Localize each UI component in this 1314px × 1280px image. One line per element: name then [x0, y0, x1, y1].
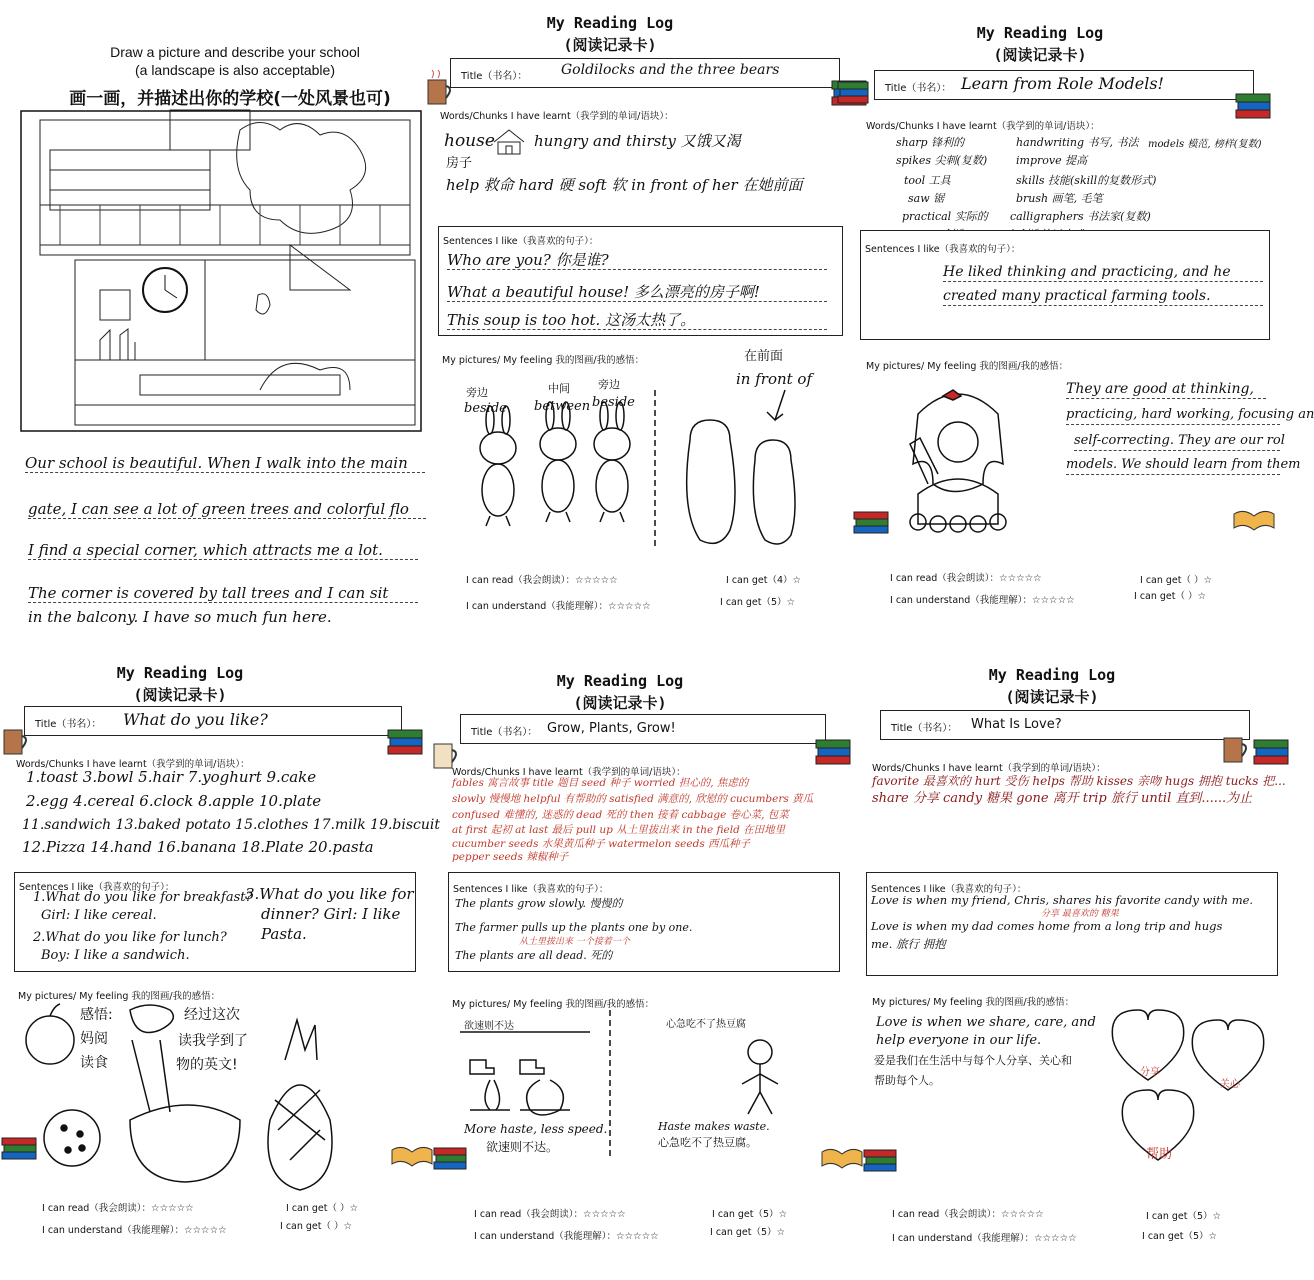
- label-infront: in front of: [736, 370, 813, 388]
- books-icon-right: [1234, 88, 1274, 120]
- haste-sketch: [460, 1030, 800, 1120]
- label-between: between: [534, 399, 591, 414]
- sentence-7: Pasta.: [261, 925, 307, 943]
- label-beside-1: beside: [464, 401, 507, 416]
- school-line-5: in the balcony. I have so much fun here.: [28, 608, 332, 626]
- panel-school-drawing: [0, 0, 430, 640]
- heart-label-help: 帮助: [1146, 1147, 1173, 1162]
- books-icon-bottom: [0, 1134, 40, 1164]
- log-title-en: My Reading Log: [976, 24, 1104, 42]
- sentence-3: 2.What do you like for lunch?: [33, 930, 227, 945]
- books-icon: [386, 724, 426, 756]
- word-row-1: 1.toast 3.bowl 5.hair 7.yoghurt 9.cake: [26, 768, 317, 786]
- sentences-box: [860, 230, 1270, 340]
- word-line-1: house: [444, 131, 495, 151]
- understand-rating: I can understand（我能理解）：☆☆☆☆☆: [890, 595, 1075, 606]
- get-read: I can get（ ）☆: [286, 1203, 359, 1214]
- panel-what-is-love: [850, 640, 1286, 1280]
- pictures-label: My pictures/ My feeling 我的图画/我的感悟：: [872, 997, 1075, 1008]
- rabbits-and-bears-sketch: [450, 400, 850, 580]
- word-row-1: favorite 最喜欢的 hurt 受伤 helps 帮助 kisses 亲吻 hugs 拥抱 tucks 把...: [872, 774, 1286, 788]
- title-label: Title（书名）：: [461, 71, 528, 82]
- read-rating: I can read（我会朗读）：☆☆☆☆☆: [466, 575, 618, 586]
- word-col3: models 模范, 榜样(复数): [1148, 139, 1262, 150]
- get-understand: I can get（ ）☆: [280, 1221, 353, 1232]
- school-line-2: gate, I can see a lot of green trees and colorful flo: [28, 500, 426, 519]
- feeling-1: They are good at thinking,: [1066, 380, 1266, 399]
- words-label: Words/Chunks I have learnt（我学到的单词/语块）：: [440, 111, 674, 122]
- sentence-2: What a beautiful house! 多么漂亮的房子啊!: [447, 283, 827, 302]
- books-icon: [814, 734, 854, 766]
- log-title: [962, 664, 1142, 708]
- title-box: [880, 710, 1250, 740]
- sentence-3: This soup is too hot. 这汤太热了。: [447, 311, 827, 330]
- words-label: Words/Chunks I have learnt（我学到的单词/语块）：: [872, 763, 1106, 774]
- label-between-cn: 中间: [548, 382, 570, 395]
- word-row-1: fables 寓言故事 title 题目 seed 种子 worried 担心的, 焦虑的: [452, 777, 749, 789]
- word-col1-2: spikes 尖刺(复数): [896, 154, 988, 167]
- feeling-2: 妈阅: [80, 1031, 108, 1047]
- sentences-box: [448, 872, 840, 972]
- feeling-3: 读食: [80, 1055, 108, 1071]
- word-col1-1: sharp 锋利的: [896, 136, 965, 149]
- get-read: I can get（5）☆: [712, 1209, 788, 1220]
- word-row-4: at first 起初 at last 最后 pull up 从土里拔出来 in the field 在田地里: [452, 824, 786, 836]
- log-title-en: My Reading Log: [546, 14, 674, 32]
- word-line-2: hungry and thirsty 又饿又渴: [534, 132, 741, 150]
- read-rating: I can read（我会朗读）：☆☆☆☆☆: [42, 1203, 194, 1214]
- sentence-4: Boy: I like a sandwich.: [41, 948, 190, 963]
- get-understand: I can get（5）☆: [710, 1227, 786, 1238]
- feeling-5: 读我学到了: [178, 1033, 248, 1049]
- title-box: [450, 58, 840, 88]
- word-row-4: 12.Pizza 14.hand 16.banana 18.Plate 20.pasta: [22, 838, 374, 856]
- soldier-sketch: [898, 384, 1018, 534]
- title-value: Goldilocks and the three bears: [561, 62, 780, 78]
- feeling-1: 感悟:: [80, 1007, 113, 1023]
- feeling-4: 帮助每个人。: [874, 1074, 940, 1087]
- sentences-label: Sentences I like（我喜欢的句子）：: [19, 882, 175, 893]
- panel-goldilocks: [430, 0, 850, 640]
- read-rating: I can read（我会朗读）：☆☆☆☆☆: [890, 573, 1042, 584]
- title-label: Title（书名）：: [471, 727, 538, 738]
- heading-landscape: (a landscape is also acceptable): [134, 62, 335, 78]
- sentences-box: [866, 872, 1278, 976]
- sentence-1: Love is when my friend, Chris, shares his favorite candy with me.: [871, 893, 1254, 907]
- caption-2: 心急吃不了热豆腐: [666, 1019, 746, 1030]
- log-title: [950, 22, 1130, 66]
- words-label: Words/Chunks I have learnt（我学到的单词/语块）：: [16, 759, 250, 770]
- books-icon-bottom: [820, 1142, 900, 1176]
- pictures-label: My pictures/ My feeling 我的图画/我的感悟：: [866, 361, 1069, 372]
- title-value: What do you like?: [123, 710, 268, 729]
- word-col1-4: saw 锯: [908, 192, 945, 205]
- word-line-4: help 救命 hard 硬 soft 软 in front of her 在她前面: [446, 176, 803, 194]
- feeling-4: 经过这次: [184, 1007, 240, 1023]
- feeling-2: practicing, hard working, focusing an: [1066, 406, 1280, 425]
- panel-role-models: [850, 0, 1314, 640]
- sentences-label: Sentences I like（我喜欢的句子）：: [453, 884, 609, 895]
- get-read: I can get（ ）☆: [1140, 575, 1213, 586]
- words-label: Words/Chunks I have learnt（我学到的单词/语块）：: [866, 121, 1100, 132]
- read-rating: I can read（我会朗读）：☆☆☆☆☆: [892, 1209, 1044, 1220]
- title-box: [460, 714, 826, 744]
- label-beside-2: beside: [592, 395, 635, 410]
- sentence-6: dinner? Girl: I like: [261, 905, 401, 923]
- heading-draw: Draw a picture and describe your school: [110, 44, 360, 60]
- word-col2-5: calligraphers 书法家(复数): [1010, 210, 1151, 223]
- pictures-label: My pictures/ My feeling 我的图画/我的感悟：: [18, 991, 221, 1002]
- sentence-1: The plants grow slowly. 慢慢的: [455, 897, 623, 910]
- school-line-1: Our school is beautiful. When I walk into the main: [25, 454, 425, 473]
- caption-5: Haste makes waste.: [658, 1120, 770, 1133]
- sentence-5: 3.What do you like for: [245, 885, 414, 903]
- word-col1-3: tool 工具: [904, 174, 951, 187]
- sentence-1: Who are you? 你是谁?: [447, 251, 827, 270]
- words-label: Words/Chunks I have learnt（我学到的单词/语块）：: [452, 767, 686, 778]
- get-understand: I can get（ ）☆: [1134, 591, 1207, 602]
- get-read: I can get（4）☆: [726, 575, 802, 586]
- get-read: I can get（5）☆: [1146, 1211, 1222, 1222]
- sentences-label: Sentences I like（我喜欢的句子）：: [865, 244, 1021, 255]
- log-title-cn: (阅读记录卡): [573, 694, 667, 712]
- understand-rating: I can understand（我能理解）：☆☆☆☆☆: [42, 1225, 227, 1236]
- sentences-box: [14, 872, 416, 972]
- understand-rating: I can understand（我能理解）：☆☆☆☆☆: [466, 601, 651, 612]
- log-title-cn: (阅读记录卡): [133, 686, 227, 704]
- caption-3: More haste, less speed.: [464, 1122, 608, 1136]
- log-title: [530, 670, 710, 714]
- sentence-2: Love is when my dad comes home from a long trip and hugs: [871, 919, 1223, 933]
- word-row-3: confused 难懂的, 迷惑的 dead 死的 then 接着 cabbage 卷心菜, 包菜: [452, 809, 789, 821]
- panel-what-do-you-like: [0, 640, 441, 1280]
- heading-chinese: 画一画，并描述出你的学校(一处风景也可): [69, 89, 391, 109]
- sentence-2: The farmer pulls up the plants one by one.: [455, 921, 693, 934]
- sentences-label: Sentences I like（我喜欢的句子）：: [443, 236, 599, 247]
- sentence-2: created many practical farming tools.: [943, 287, 1263, 306]
- title-value: What Is Love?: [971, 717, 1062, 732]
- log-title-en: My Reading Log: [988, 666, 1116, 684]
- word-col2-3: skills 技能(skill的复数形式): [1016, 174, 1157, 187]
- log-title-cn: (阅读记录卡): [563, 36, 657, 54]
- feeling-3: 爱是我们在生活中与每个人分享、关心和: [874, 1054, 1072, 1067]
- feeling-2: help everyone in our life.: [876, 1033, 1042, 1048]
- sentence-1: He liked thinking and practicing, and he: [943, 263, 1263, 282]
- heart-label-care: 关心: [1220, 1079, 1240, 1090]
- word-row-2: slowly 慢慢地 helpful 有帮助的 satisfied 满意的, 欣慰的 cucumbers 黄瓜: [452, 793, 814, 805]
- title-box: [874, 70, 1254, 100]
- log-title: [90, 662, 270, 706]
- caption-6: 心急吃不了热豆腐。: [658, 1136, 757, 1149]
- books-icon: [1252, 734, 1282, 766]
- log-title-en: My Reading Log: [556, 672, 684, 690]
- understand-rating: I can understand（我能理解）：☆☆☆☆☆: [892, 1233, 1077, 1244]
- mug-icon: [1220, 728, 1250, 768]
- word-row-6: pepper seeds 辣椒种子: [452, 851, 569, 863]
- hearts-sketch: [1108, 1000, 1278, 1160]
- word-row-2: share 分享 candy 糖果 gone 离开 trip 旅行 until 直到......为止: [872, 791, 1253, 806]
- caption-4: 欲速则不达。: [486, 1140, 559, 1154]
- title-value: Learn from Role Models!: [961, 74, 1164, 93]
- label-beside-cn-2: 旁边: [598, 378, 620, 391]
- books-icon-bottom: [390, 1140, 470, 1174]
- word-line-3: 房子: [446, 156, 473, 171]
- log-title: [510, 12, 710, 56]
- sentence-1: 1.What do you like for breakfast?: [33, 890, 253, 905]
- feeling-1: Love is when we share, care, and: [876, 1015, 1096, 1030]
- label-infront-cn: 在前面: [744, 349, 784, 364]
- title-label: Title（书名）：: [885, 83, 952, 94]
- get-understand: I can get（5）☆: [720, 597, 796, 608]
- word-col1-5: practical 实际的: [902, 210, 988, 223]
- title-label: Title（书名）：: [35, 719, 102, 730]
- title-box: [24, 706, 402, 736]
- word-col2-2: improve 提高: [1016, 154, 1088, 167]
- feeling-4: models. We should learn from them: [1066, 456, 1280, 475]
- log-title-en: My Reading Log: [116, 664, 244, 682]
- books-icon-bottom: [852, 508, 892, 538]
- sentence-1-cn: 分享 最喜欢的 糖果: [1041, 909, 1119, 919]
- sentence-3: me. 旅行 拥抱: [871, 937, 946, 951]
- word-row-2: 2.egg 4.cereal 6.clock 8.apple 10.plate: [26, 792, 322, 810]
- heart-label-share: 分享: [1140, 1067, 1160, 1078]
- sentence-2-cn: 从土里拔出来 一个接着一个: [519, 937, 630, 947]
- pictures-label: My pictures/ My feeling 我的图画/我的感悟：: [442, 355, 645, 366]
- read-rating: I can read（我会朗读）：☆☆☆☆☆: [474, 1209, 626, 1220]
- title-label: Title（书名）：: [891, 723, 958, 734]
- sentence-2: Girl: I like cereal.: [41, 908, 157, 923]
- open-book-icon: [1232, 506, 1276, 532]
- word-col2-4: brush 画笔, 毛笔: [1016, 192, 1103, 205]
- house-icon: [492, 128, 526, 156]
- get-understand: I can get（5）☆: [1142, 1231, 1218, 1242]
- school-sketch: [20, 110, 425, 435]
- school-line-3: I find a special corner, which attracts me a lot.: [28, 541, 418, 560]
- word-col2-1: handwriting 书写, 书法: [1016, 136, 1139, 149]
- food-sketch: [20, 1000, 400, 1200]
- title-value: Grow, Plants, Grow!: [547, 721, 676, 736]
- caption-1: 欲速则不达: [464, 1021, 514, 1032]
- sentence-3: The plants are all dead. 死的: [455, 949, 613, 962]
- sentences-box: [438, 226, 843, 336]
- understand-rating: I can understand（我能理解）：☆☆☆☆☆: [474, 1231, 659, 1242]
- log-title-cn: (阅读记录卡): [993, 46, 1087, 64]
- pictures-label: My pictures/ My feeling 我的图画/我的感悟：: [452, 999, 655, 1010]
- school-line-4: The corner is covered by tall trees and I can sit: [28, 584, 418, 603]
- label-beside-cn-1: 旁边: [466, 386, 488, 399]
- feeling-3: self-correcting. They are our rol: [1074, 432, 1280, 451]
- books-icon: [836, 78, 872, 108]
- panel-grow-plants: [430, 640, 850, 1280]
- feeling-6: 物的英文!: [176, 1057, 238, 1073]
- sentences-label: Sentences I like（我喜欢的句子）：: [871, 884, 1027, 895]
- word-row-5: cucumber seeds 水果黄瓜种子 watermelon seeds 西瓜种子: [452, 838, 751, 850]
- log-title-cn: (阅读记录卡): [1005, 688, 1099, 706]
- word-row-3: 11.sandwich 13.baked potato 15.clothes 17.milk 19.biscuit: [22, 817, 441, 833]
